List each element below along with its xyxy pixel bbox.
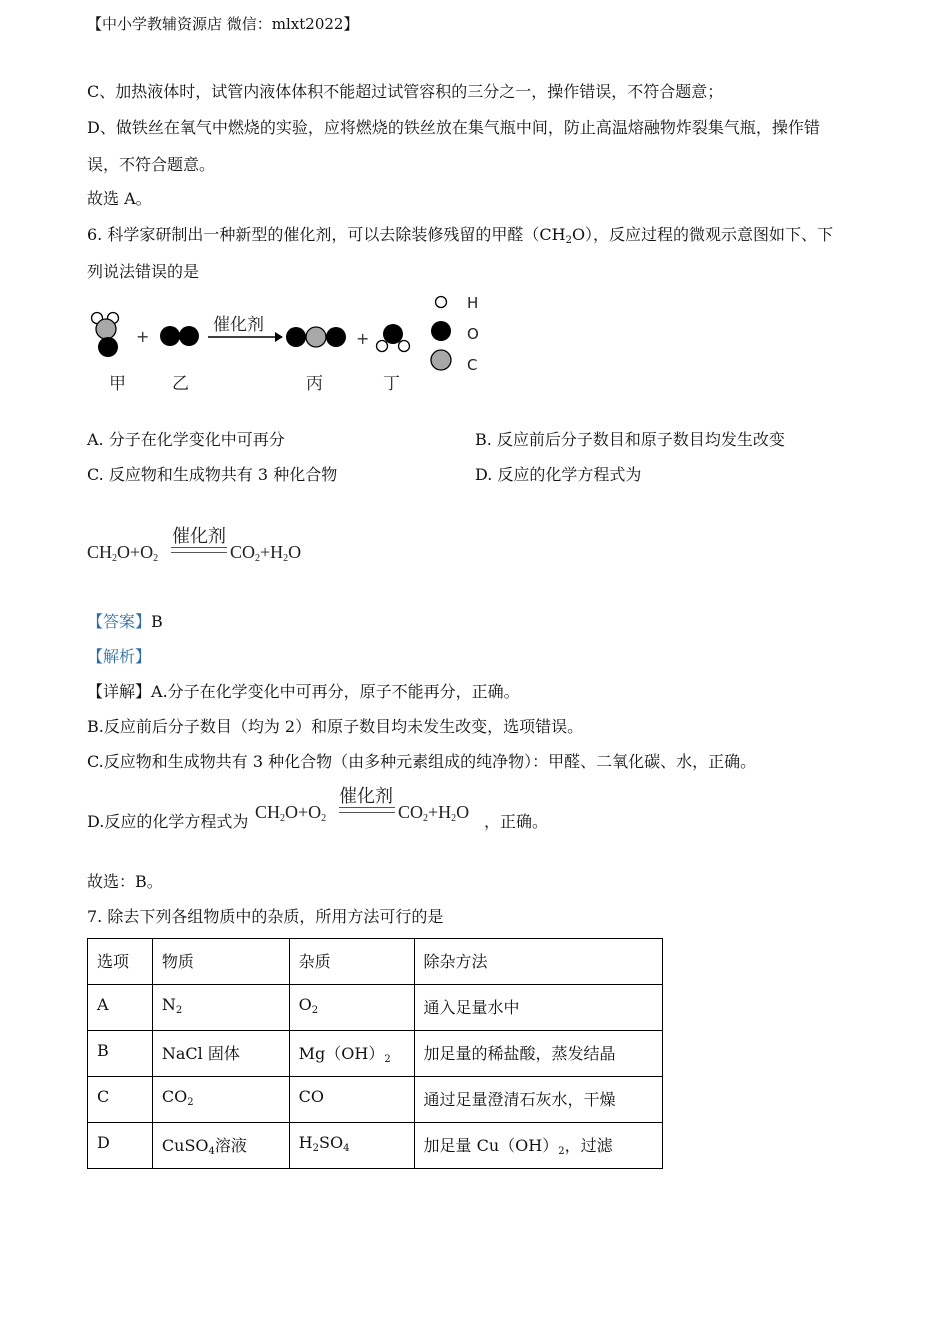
q6-option-c: C. 反应物和生成物共有 3 种化合物 <box>87 465 338 484</box>
legend-o: O <box>467 325 479 343</box>
header-substance: 物质 <box>152 939 289 985</box>
answer-value: B <box>151 612 163 631</box>
cell-substance: NaCl 固体 <box>152 1031 289 1077</box>
header-option: 选项 <box>88 939 153 985</box>
cell-option: D <box>88 1123 153 1169</box>
q6-text-b: O），反应过程的微观示意图如下、下 <box>571 225 834 244</box>
catalyst-label: 催化剂 <box>213 315 264 335</box>
cell-method: 通过足量澄清石灰水，干燥 <box>414 1077 662 1123</box>
table-row <box>88 985 663 1031</box>
table-header-row <box>88 939 663 985</box>
header-method: 除杂方法 <box>414 939 662 985</box>
cell-option: A <box>88 985 153 1031</box>
q6-option-b: B. 反应前后分子数目和原子数目均发生改变 <box>475 430 785 449</box>
eq1-left: $CH_2O+O_2$ <box>87 542 159 564</box>
legend-h: H <box>467 294 479 312</box>
detail-d-prefix: D.反应的化学方程式为 <box>87 812 249 831</box>
molecule-oxygen <box>160 326 199 346</box>
header-impurity: 杂质 <box>289 939 414 985</box>
q6-option-d: D. 反应的化学方程式为 <box>475 465 642 484</box>
cell-option: B <box>88 1031 153 1077</box>
cell-impurity: Mg（OH）2 <box>289 1031 414 1077</box>
cell-impurity: CO <box>289 1077 414 1123</box>
question-6-line2: 列说法错误的是 <box>87 262 200 281</box>
label-jia: 甲 <box>109 374 126 394</box>
table-row <box>88 1077 663 1123</box>
question-6-line1 <box>87 225 833 251</box>
table-row <box>88 1031 663 1077</box>
table-row <box>88 1123 663 1169</box>
reaction-diagram <box>80 288 500 398</box>
cell-option: C <box>88 1077 153 1123</box>
page-header: 【中小学教辅资源店 微信：mlxt2022】 <box>87 15 359 33</box>
molecule-water <box>377 324 410 352</box>
cell-substance: N2 <box>152 985 289 1031</box>
molecule-carbon-dioxide <box>286 327 346 347</box>
detail-a-text: A.分子在化学变化中可再分，原子不能再分，正确。 <box>151 682 520 701</box>
eq2-right: $CO_2+H_2O$ <box>398 802 470 824</box>
label-ding: 丁 <box>383 374 400 394</box>
cell-method: 通入足量水中 <box>414 985 662 1031</box>
diagram-legend <box>431 294 479 374</box>
label-bing: 丙 <box>306 374 323 394</box>
eq2-double-line <box>339 807 395 813</box>
answer-label: 【答案】 <box>87 612 152 631</box>
arrow-head <box>275 332 283 342</box>
final-choice: 故选：B。 <box>87 872 163 891</box>
q6-option-a: A. 分子在化学变化中可再分 <box>87 430 285 449</box>
question-7: 7. 除去下列各组物质中的杂质，所用方法可行的是 <box>87 907 444 926</box>
cell-impurity: H2SO4 <box>289 1123 414 1169</box>
detail-label: 【详解】 <box>87 682 152 701</box>
chemical-equation-detail-d <box>255 780 485 830</box>
chemical-equation-option-d <box>87 520 327 570</box>
detail-b: B.反应前后分子数目（均为 2）和原子数目均未发生改变，选项错误。 <box>87 717 584 736</box>
cell-substance: CuSO4溶液 <box>152 1123 289 1169</box>
cell-method: 加足量的稀盐酸，蒸发结晶 <box>414 1031 662 1077</box>
eq1-right: $CO_2+H_2O$ <box>230 542 302 564</box>
option-d-explanation-line2: 误，不符合题意。 <box>87 155 216 174</box>
option-d-explanation-line1: D、做铁丝在氧气中燃烧的实验，应将燃烧的铁丝放在集气瓶中间，防止高温熔融物炸裂集气瓶，操作错 <box>87 118 820 137</box>
cell-substance: CO2 <box>152 1077 289 1123</box>
eq1-double-line <box>171 547 227 553</box>
legend-c: C <box>467 356 478 374</box>
eq2-left: $CH_2O+O_2$ <box>255 802 327 824</box>
q6-text-a: 6. 科学家研制出一种新型的催化剂，可以去除装修残留的甲醛（CH <box>87 225 566 244</box>
label-yi: 乙 <box>172 374 189 394</box>
detail-a <box>87 682 520 702</box>
molecule-formaldehyde <box>92 313 119 358</box>
choose-a-line: 故选 A。 <box>87 189 152 208</box>
q6-sub: 2 <box>565 235 572 246</box>
option-c-explanation: C、加热液体时，试管内液体体积不能超过试管容积的三分之一，操作错误，不符合题意； <box>87 82 724 101</box>
detail-d-suffix: ，正确。 <box>484 812 549 831</box>
detail-c: C.反应物和生成物共有 3 种化合物（由多种元素组成的纯净物）：甲醛、二氧化碳、水，正确。 <box>87 752 757 771</box>
cell-method: 加足量 Cu（OH）2，过滤 <box>414 1123 662 1169</box>
analysis-label: 【解析】 <box>87 647 152 666</box>
plus-sign-1: + <box>136 327 150 346</box>
eq1-catalyst: 催化剂 <box>172 526 226 547</box>
answer-line <box>87 612 163 632</box>
plus-sign-2: + <box>356 329 370 348</box>
eq2-catalyst: 催化剂 <box>339 786 393 807</box>
cell-impurity: O2 <box>289 985 414 1031</box>
impurity-table <box>87 938 663 1169</box>
